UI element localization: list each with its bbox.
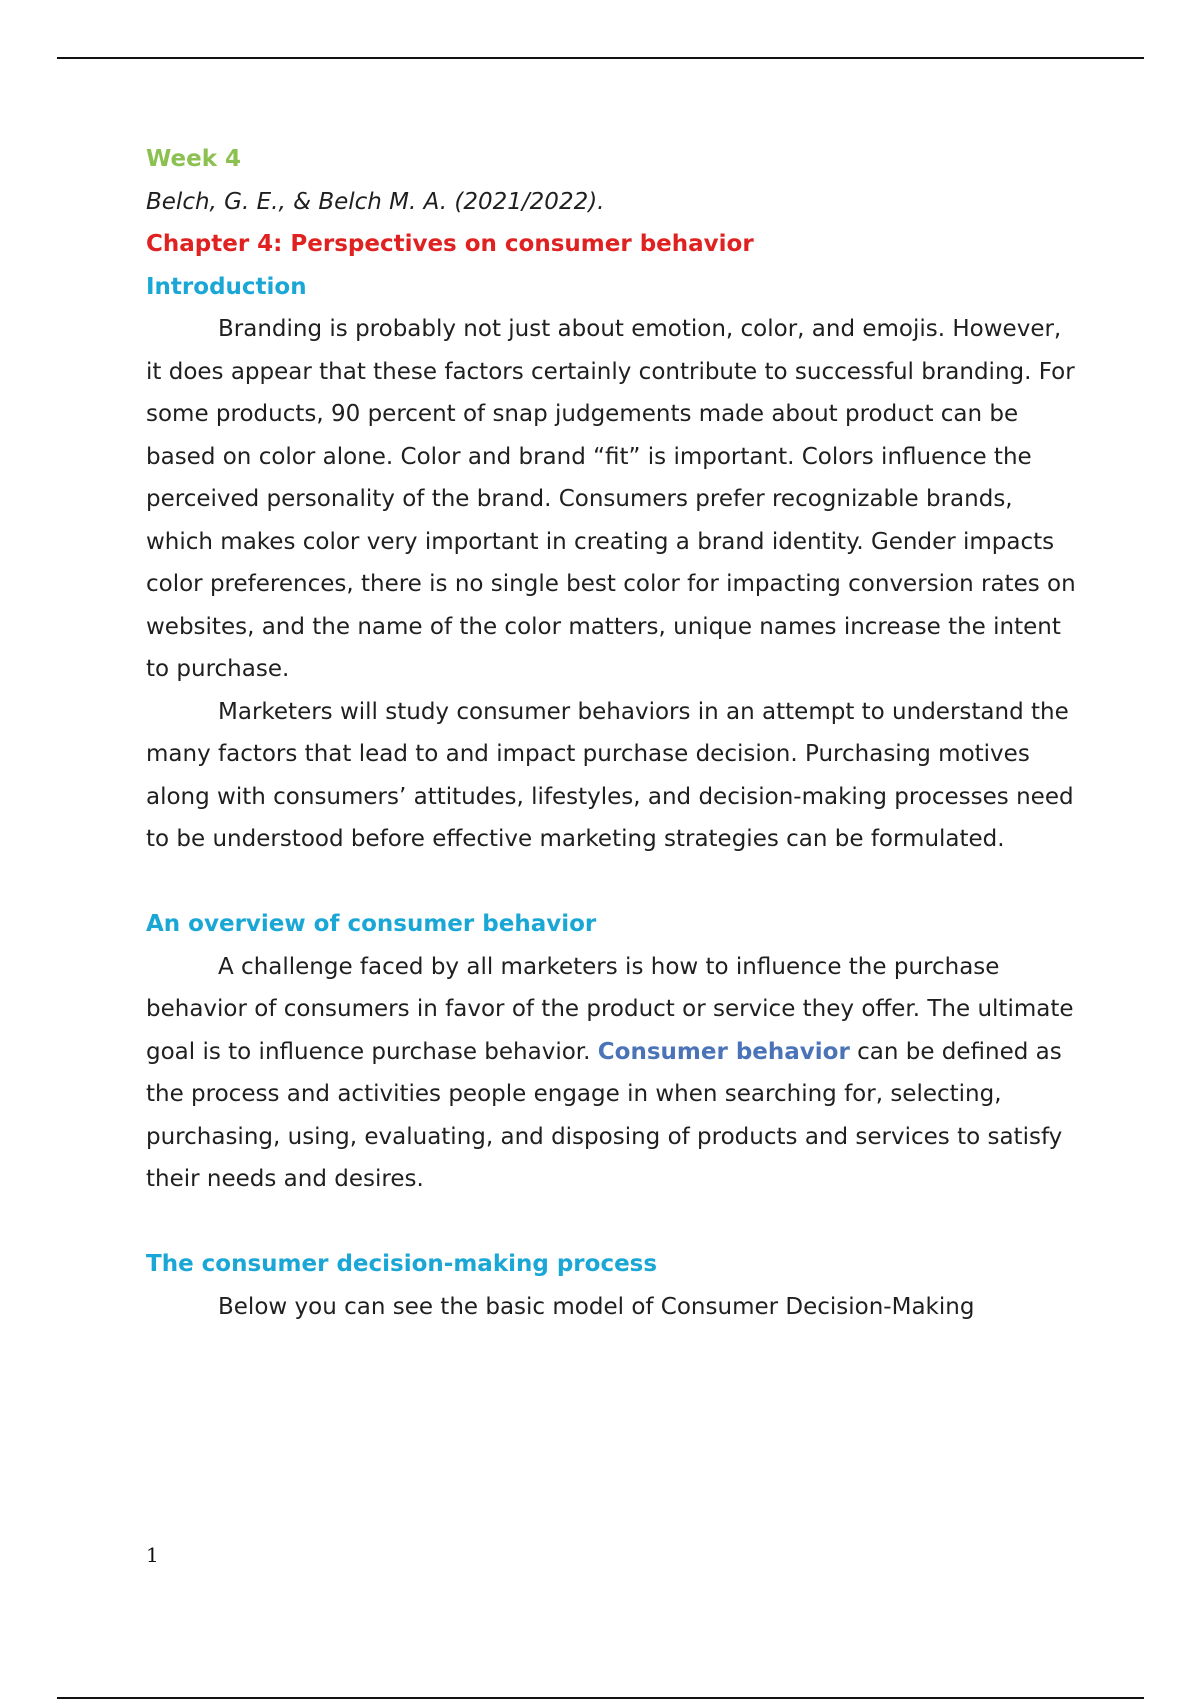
chapter-title: Chapter 4: Perspectives on consumer behavior xyxy=(146,231,754,257)
week-label: Week 4 xyxy=(146,146,242,172)
footer-rule xyxy=(57,1697,1144,1699)
section-heading-overview: An overview of consumer behavior xyxy=(146,911,597,937)
decision-process-paragraph: Below you can see the basic model of Consumer Decision-Making xyxy=(218,1293,975,1320)
document-page xyxy=(146,138,1076,1328)
page-number: 1 xyxy=(146,1543,159,1567)
section-heading-decision-process: The consumer decision-making process xyxy=(146,1251,658,1277)
citation: Belch, G. E., & Belch M. A. (2021/2022). xyxy=(146,188,605,215)
overview-paragraph xyxy=(146,946,1076,1201)
overview-text-before-term: A challenge faced by all marketers is how to influence the purchase behavior of consumers in favor of the product or service they offer. The ultimate goal is to influence purchase behavior. xyxy=(146,953,1074,1065)
overview-text-after-term: can be defined as the process and activities people engage in when searching for, selecting, purchasing, using, evaluating, and disposing of products and services to satisfy their needs and desires. xyxy=(146,1038,1063,1192)
introduction-paragraph-1: Branding is probably not just about emotion, color, and emojis. However, it does appear that these factors certainly contribute to successful branding. For some products, 90 percent of snap judgements made about product can be based on color alone. Color and brand “fit” is important. Colors influence the perceived personality of the brand. Consumers prefer recognizable brands, which makes color very important in creating a brand identity. Gender impacts color preferences, there is no single best color for impacting conversion rates on websites, and the name of the color matters, unique names increase the intent to purchase. xyxy=(146,316,1076,682)
introduction-paragraph-2: Marketers will study consumer behaviors in an attempt to understand the many factors that lead to and impact purchase decision. Purchasing motives along with consumers’ attitudes, lifestyles, and decision-making processes need to be understood before effective marketing strategies can be formulated. xyxy=(146,698,1074,852)
section-heading-introduction: Introduction xyxy=(146,273,307,300)
header-rule xyxy=(57,57,1144,59)
key-term-consumer-behavior: Consumer behavior xyxy=(597,1038,850,1065)
section-spacer xyxy=(146,1201,1076,1244)
section-spacer xyxy=(146,861,1076,904)
